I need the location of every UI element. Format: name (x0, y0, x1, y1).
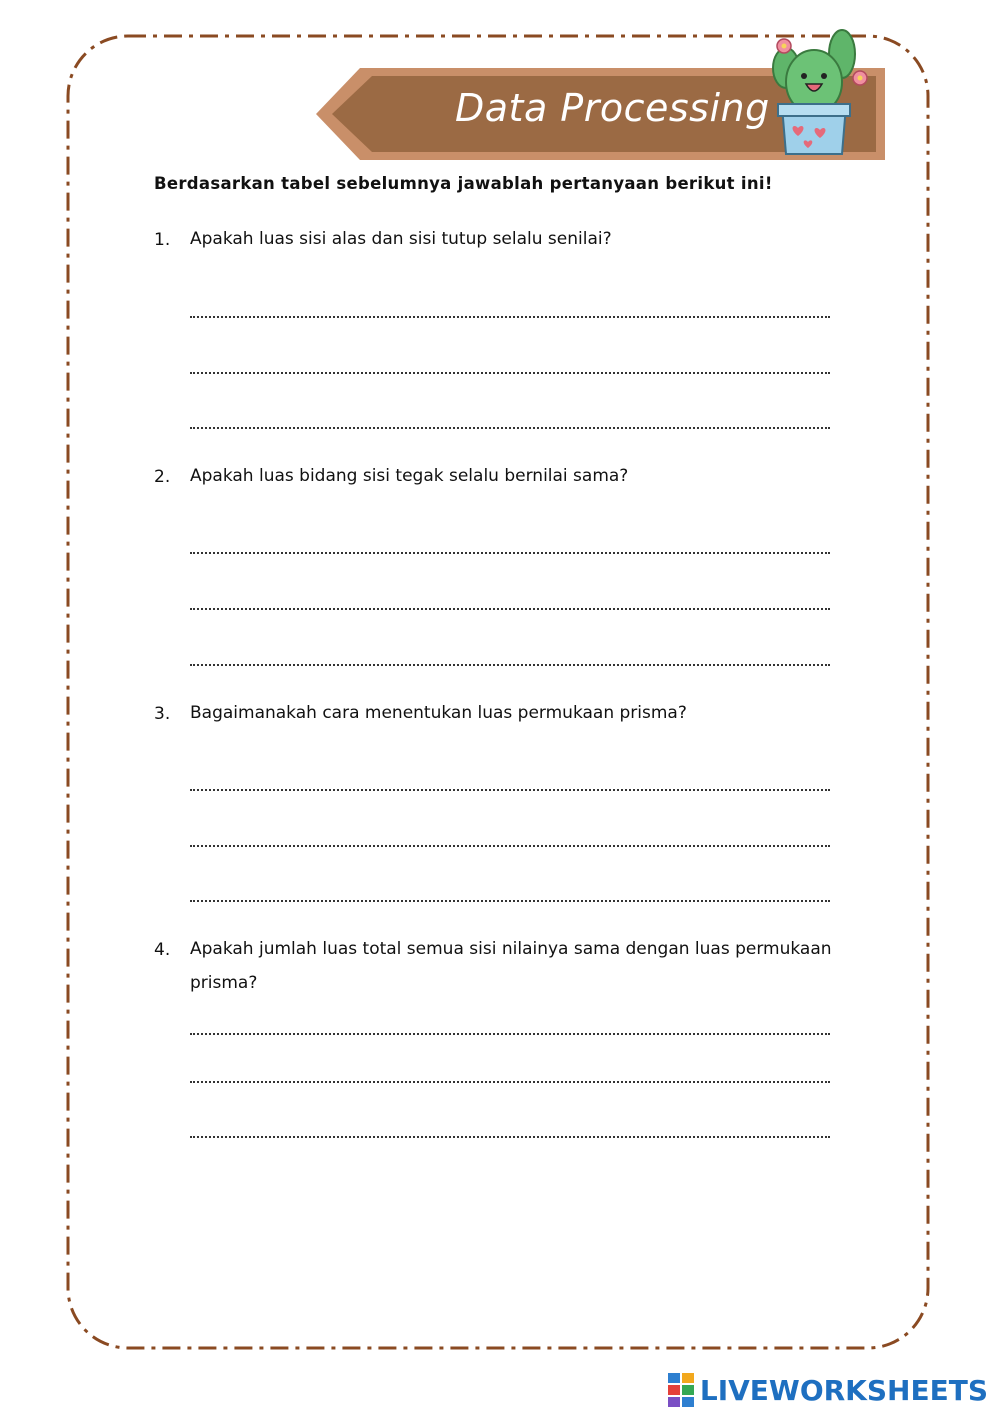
answer-line-1b[interactable] (190, 370, 830, 374)
question-1-text: Apakah luas sisi alas dan sisi tutup selalu senilai? (190, 229, 612, 249)
answer-line-3b[interactable] (190, 843, 830, 847)
answer-line-3c[interactable] (190, 898, 830, 902)
page-title: Data Processing (455, 86, 770, 130)
answer-line-4b[interactable] (190, 1079, 830, 1083)
answer-line-4a[interactable] (190, 1031, 830, 1035)
answer-line-2c[interactable] (190, 662, 830, 666)
question-2-number: 2. (154, 467, 171, 487)
cactus-pot-icon (762, 24, 872, 160)
answer-line-1c[interactable] (190, 425, 830, 429)
liveworksheets-logo (668, 1374, 988, 1406)
question-1-number: 1. (154, 230, 171, 250)
liveworksheets-logo-icon (668, 1373, 694, 1407)
answer-line-2a[interactable] (190, 550, 830, 554)
question-2-text: Apakah luas bidang sisi tegak selalu bernilai sama? (190, 466, 629, 486)
answer-line-4c[interactable] (190, 1134, 830, 1138)
question-4-number: 4. (154, 940, 171, 960)
brand-name: LIVEWORKSHEETS (699, 1373, 988, 1407)
question-3-number: 3. (154, 704, 171, 724)
question-4-text: Apakah jumlah luas total semua sisi nilainya sama dengan luas permukaan prisma? (190, 939, 832, 993)
question-3-text: Bagaimanakah cara menentukan luas permukaan prisma? (190, 703, 687, 723)
instructions: Berdasarkan tabel sebelumnya jawablah pertanyaan berikut ini! (154, 174, 773, 193)
answer-line-1a[interactable] (190, 314, 830, 318)
answer-line-2b[interactable] (190, 606, 830, 610)
answer-line-3a[interactable] (190, 787, 830, 791)
